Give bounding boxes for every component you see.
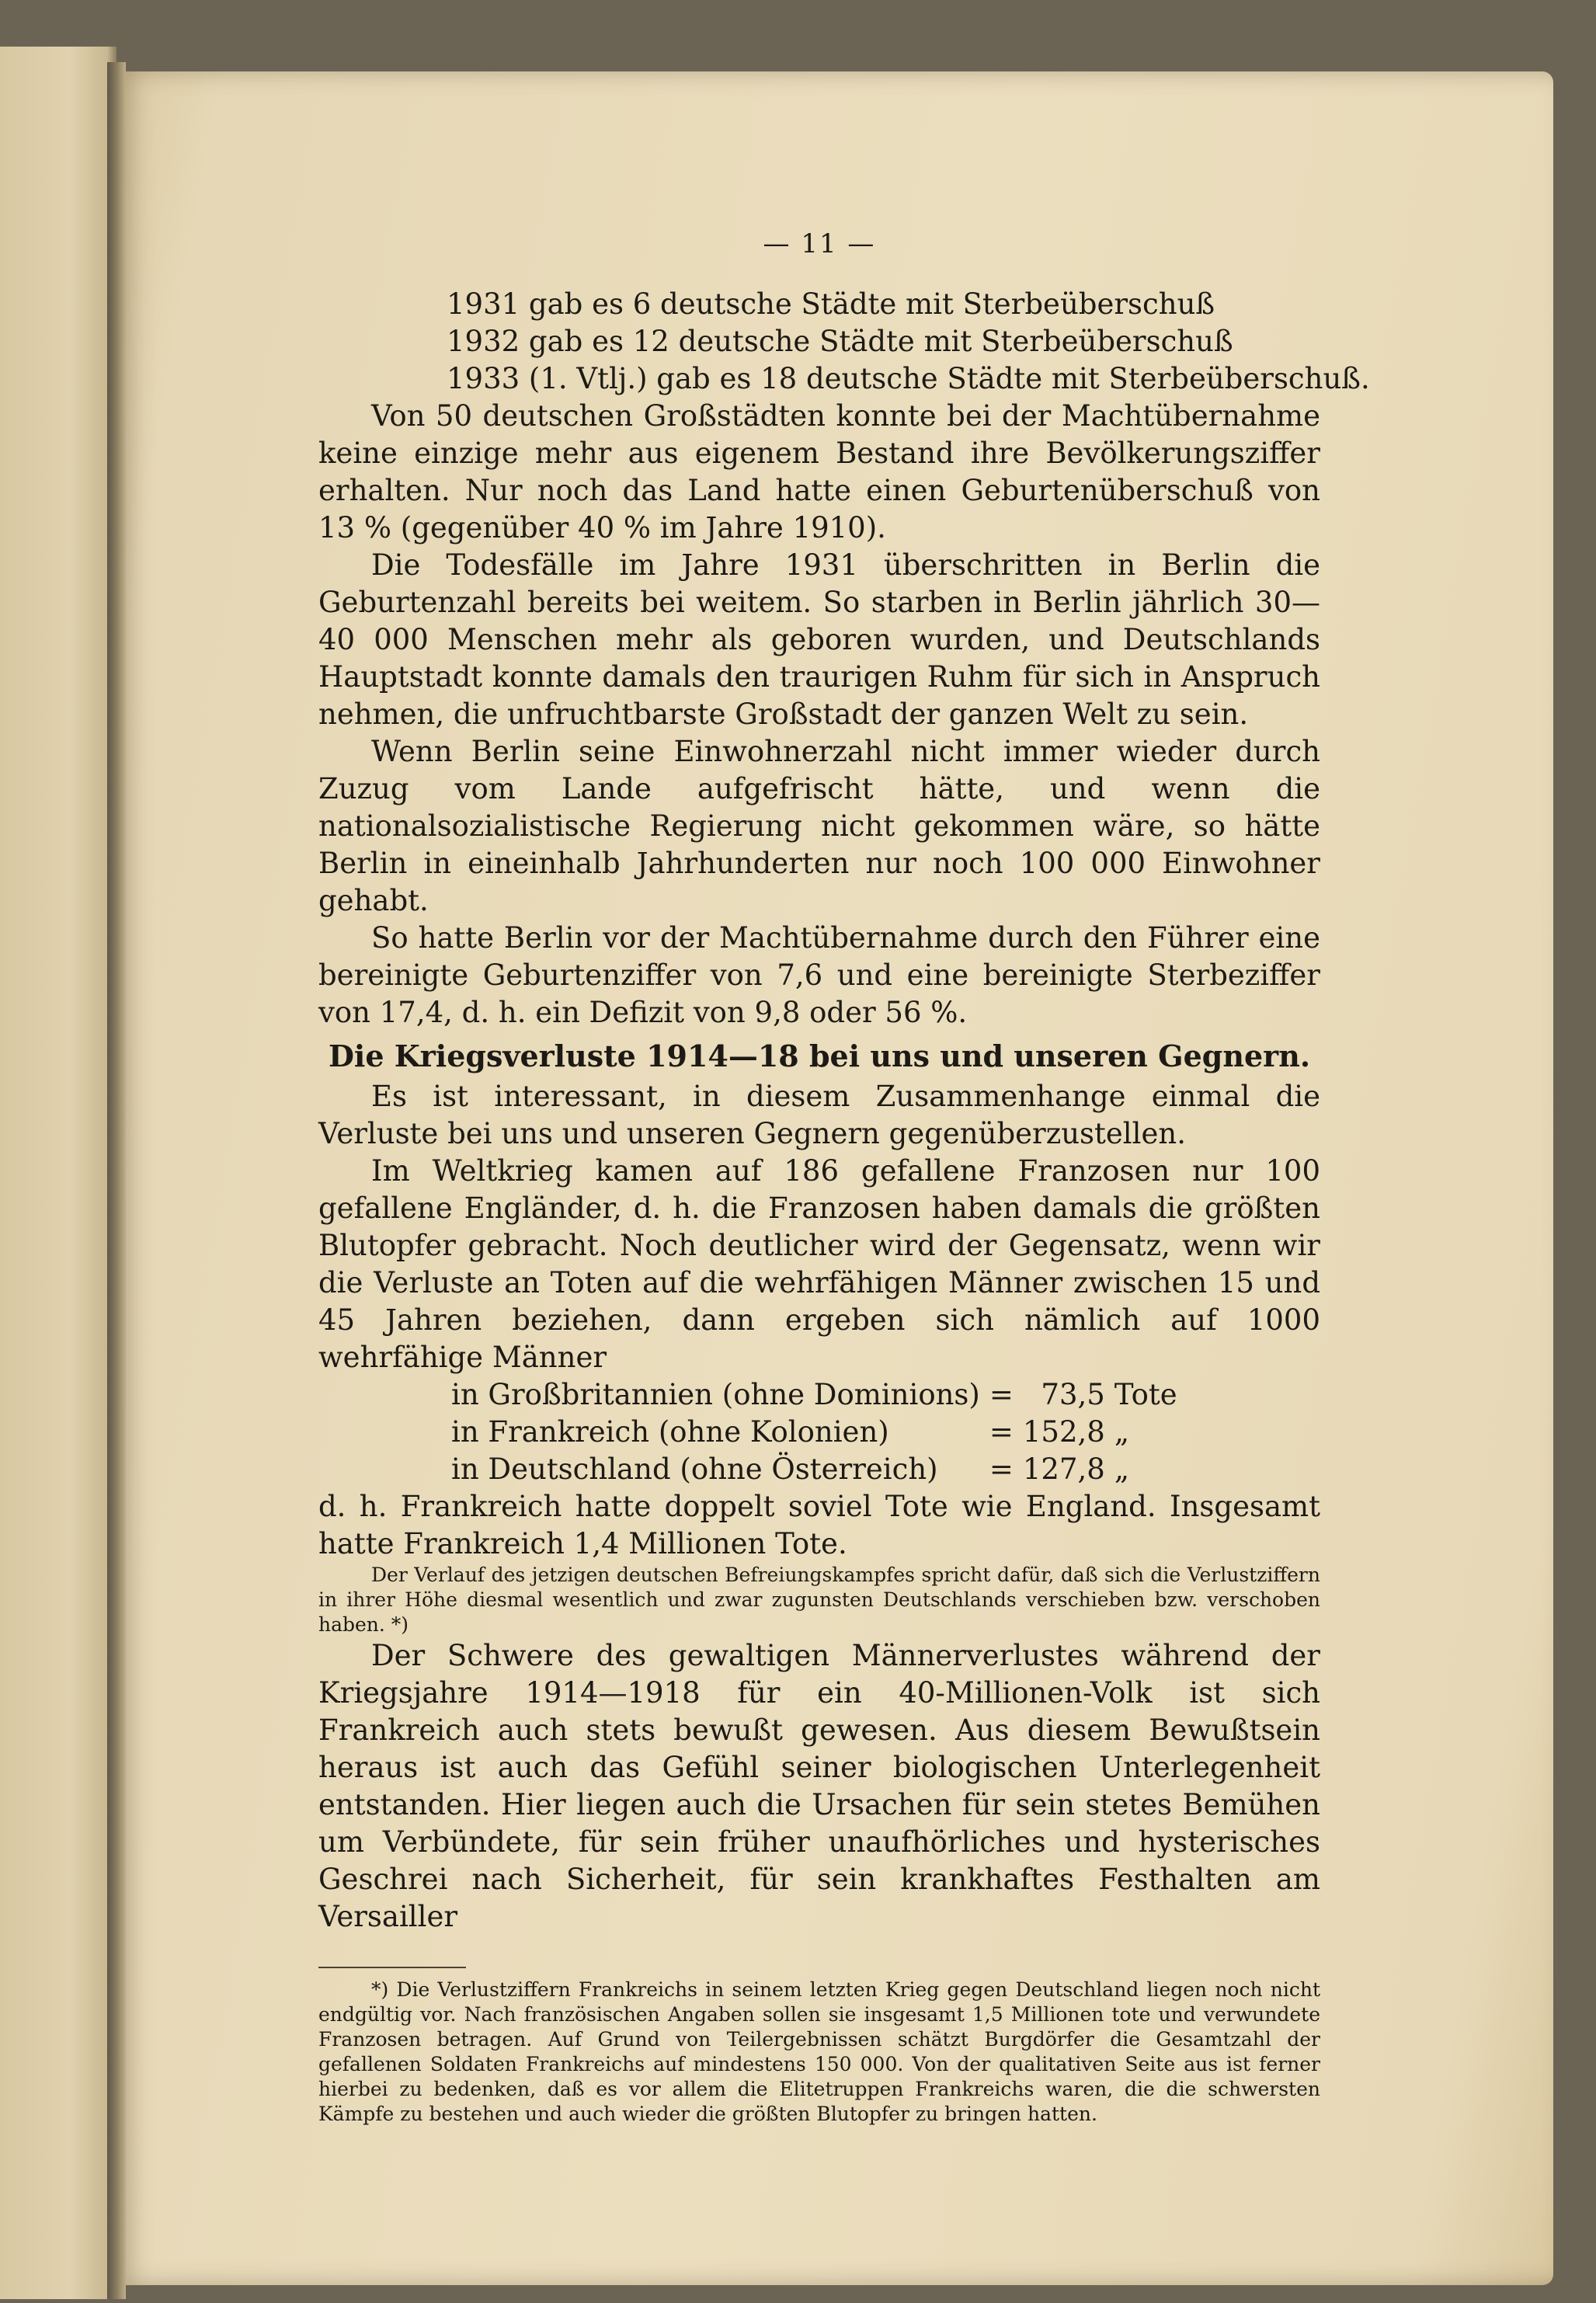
page-content xyxy=(318,225,1370,2127)
loss-eq: = xyxy=(989,1415,1014,1449)
loss-label: in Frankreich (ohne Kolonien) xyxy=(451,1415,889,1449)
stat-line-1932: 1932 gab es 12 deutsche Städte mit Sterbeüberschuß xyxy=(447,325,1233,358)
paragraph-frankreich-tote: d. h. Frankreich hatte doppelt soviel Tote wie England. Insgesamt hatte Frankreich 1,4 Millionen Tote. xyxy=(318,1490,1320,1560)
loss-unit: „ xyxy=(1114,1452,1129,1486)
losses-table xyxy=(447,1376,1182,1488)
loss-value: 152,8 xyxy=(1022,1415,1105,1449)
table-row xyxy=(447,1376,1182,1414)
loss-value: 73,5 xyxy=(1041,1378,1105,1411)
paragraph-zuzug: Wenn Berlin seine Einwohnerzahl nicht immer wieder durch Zuzug vom Lande aufgefrischt hätte, und wenn die nationalsozialistische Regierung nicht gekommen wäre, so hätte Berlin in eineinhalb Jahrhunderten nur noch 100 000 Einwohner gehabt. xyxy=(318,735,1320,917)
loss-label: in Deutschland (ohne Österreich) xyxy=(451,1452,938,1486)
book-gutter xyxy=(107,62,126,2299)
table-row xyxy=(447,1414,1182,1451)
page-number: — 11 — xyxy=(763,228,876,259)
footnote: *) Die Verlustziffern Frankreichs in seinem letzten Krieg gegen Deutschland liegen noch nicht endgültig vor. Nach französischen Angaben sollen sie insgesamt 1,5 Millionen tote und verwundete Franzosen betragen. Auf Grund von Teilergebnissen schätzt Burgdörfer die Gesamtzahl der gefallenen Soldaten Frankreichs auf mindestens 150 000. Von der qualitativen Seite aus ist ferner hierbei zu bedenken, daß es vor allem die Elitetruppen Frankreichs waren, die die schwersten Kämpfe zu bestehen und auch wieder die größten Blutopfer zu bringen hatten. xyxy=(318,1978,1320,2125)
footnote-divider xyxy=(318,1967,466,1968)
loss-eq: = xyxy=(989,1378,1014,1411)
table-row xyxy=(447,1451,1182,1488)
loss-unit: „ xyxy=(1114,1415,1129,1449)
stat-line-1931: 1931 gab es 6 deutsche Städte mit Sterbeüberschuß xyxy=(447,287,1215,321)
loss-eq: = xyxy=(989,1452,1014,1486)
paragraph-geburtenziffer: So hatte Berlin vor der Machtübernahme durch den Führer eine bereinigte Geburtenziffer von 7,6 und eine bereinigte Sterbeziffer von 17,4, d. h. ein Defizit von 9,8 oder 56 %. xyxy=(318,921,1320,1029)
section-heading: Die Kriegsverluste 1914—18 bei uns und unseren Gegnern. xyxy=(328,1038,1311,1073)
small-note: Der Verlauf des jetzigen deutschen Befreiungskampfes spricht dafür, daß sich die Verlustziffern in ihrer Höhe diesmal wesentlich und zwar zugunsten Deutschlands verschieben bzw. verschoben haben. *) xyxy=(318,1564,1320,1636)
paragraph-weltkrieg: Im Weltkrieg kamen auf 186 gefallene Franzosen nur 100 gefallene Engländer, d. h. die Franzosen haben damals die größten Blutopfer gebracht. Noch deutlicher wird der Gegensatz, wenn wir die Verluste an Toten auf die wehrfähigen Männer zwischen 15 und 45 Jahren beziehen, dann ergeben sich nämlich auf 1000 wehrfähige Männer xyxy=(318,1154,1320,1374)
left-page-edge xyxy=(0,47,116,2299)
loss-label: in Großbritannien (ohne Dominions) xyxy=(451,1378,980,1411)
paragraph-intro-verluste: Es ist interessant, in diesem Zusammenhange einmal die Verluste bei uns und unseren Gegnern gegenüberzustellen. xyxy=(318,1080,1320,1150)
paragraph-maennerverlust: Der Schwere des gewaltigen Männerverlustes während der Kriegsjahre 1914—1918 für ein 40-Millionen-Volk ist sich Frankreich auch stets bewußt gewesen. Aus diesem Bewußtsein heraus ist auch das Gefühl seiner biologischen Unterlegenheit entstanden. Hier liegen auch die Ursachen für sein stetes Bemühen um Verbündete, für sein früher unaufhörliches und hysterisches Geschrei nach Sicherheit, für sein krankhaftes Festhalten am Versailler xyxy=(318,1639,1320,1933)
stat-line-1933: 1933 (1. Vtlj.) gab es 18 deutsche Städte mit Sterbeüberschuß. xyxy=(447,362,1370,395)
paragraph-grossstaedte: Von 50 deutschen Großstädten konnte bei der Machtübernahme keine einzige mehr aus eigenem Bestand ihre Bevölkerungsziffer erhalten. Nur noch das Land hatte einen Geburtenüberschuß von 13 % (gegenüber 40 % im Jahre 1910). xyxy=(318,399,1320,544)
paragraph-todesfaelle: Die Todesfälle im Jahre 1931 überschritten in Berlin die Geburtenzahl bereits bei weitem. So starben in Berlin jährlich 30—40 000 Menschen mehr als geboren wurden, und Deutschlands Hauptstadt konnte damals den traurigen Ruhm für sich in Anspruch nehmen, die unfruchtbarste Großstadt der ganzen Welt zu sein. xyxy=(318,548,1320,731)
loss-unit: Tote xyxy=(1114,1378,1177,1411)
loss-value: 127,8 xyxy=(1022,1452,1105,1486)
